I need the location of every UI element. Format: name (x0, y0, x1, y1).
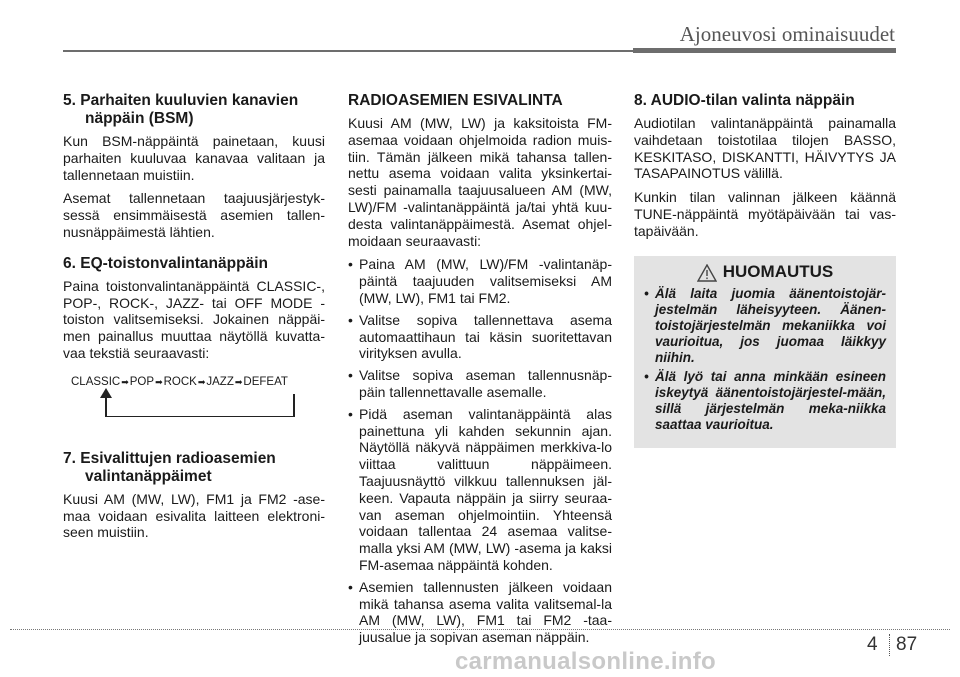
arrow-right-icon: ➡ (234, 376, 243, 387)
watermark: carmanualsonline.info (455, 648, 717, 675)
list-item: • Pidä aseman valintanäppäintä alas painettuna yli kahden sekunnin ajan. Näytöllä näkyvä näppäimen merkkiva-lo viittaa valittuun näppäimeen. Taajuusnäyttö vilkkuu tallennuksen jäl-keen. Vapauta näppäin ja siirry seuraa-van aseman ohjelmointiin. Yhteensä voidaan tallentaa 24 asemaa valitse-malla yksi AM (MW, LW) -asema ja kaksi FM-asemaa näppäintä kohden. (348, 406, 612, 574)
arrow-right-icon: ➡ (155, 376, 163, 387)
section-6-paragraph-1: Paina toistonvalintanäppäintä CLASSIC-, POP-, ROCK-, JAZZ- tai OFF MODE -toiston valitsemiseksi. Jokainen näppäi-men painallus muuttaa näytöllä kuvatta-vaa tekstiä seuraavasti: (63, 277, 325, 361)
eq-mode-pop: POP (129, 375, 155, 388)
list-item: • Paina AM (MW, LW)/FM -valintanäp-päintä taajuuden valitsemiseksi AM (MW, LW), FM1 tai FM2. (348, 256, 612, 306)
page-number: 87 (896, 634, 918, 655)
notice-header (644, 264, 886, 282)
notice-title: HUOMAUTUS (722, 262, 834, 282)
section-7-heading: 7. Esivalittujen radioasemien valintanäppäimet (63, 449, 276, 485)
preset-paragraph-1: Kuusi AM (MW, LW) ja kaksitoista FM-asemaa voidaan ohjelmoida radion muis-tiin. Tämän jälkeen mikä tahansa tallen-nettu asema voidaan valita yksinkertai-sesti painamalla taajuusalueen AM (MW, LW)/FM -valintanäppäintä ja/tai yhtä kuu-desta valintanäppäimestä. Asemat ohjel-moidaan seuraavasti: (348, 115, 612, 249)
arrow-right-icon: ➡ (197, 376, 206, 387)
section-7-paragraph-1: Kuusi AM (MW, LW), FM1 ja FM2 -ase-maa voidaan esivalita laitteen elektroni-seen muistiin. (63, 490, 325, 541)
column-middle (348, 92, 612, 651)
notice-list (644, 286, 886, 433)
footer-dotted-rule (10, 629, 950, 630)
column-right (634, 92, 896, 448)
arrow-right-icon: ➡ (121, 376, 129, 387)
section-8-paragraph-2: Kunkin tilan valinnan jälkeen käännä TUNE-näppäintä myötäpäivään tai vas-tapäivään. (634, 189, 896, 239)
list-item: • Älä laita juomia äänentoistojär-jestelmän läheisyyteen. Äänen-toistojärjestelmän mekaniikka voi vaurioitua, jos juomaa läikkyy niihin. (644, 286, 886, 366)
eq-mode-defeat: DEFEAT (243, 375, 288, 388)
list-item: • Valitse sopiva tallennettava asema automaattihaun tai käsin suoritettavan virityksen avulla. (348, 312, 612, 362)
eq-mode-rock: ROCK (163, 375, 197, 388)
eq-mode-cycle-diagram (63, 370, 325, 450)
list-item: • Asemien tallennusten jälkeen voidaan mikä tahansa asema valita valitsemal-la AM (MW, LW), FM1 tai FM2 -taa-juusalue ja sopivan aseman näppäin. (348, 579, 612, 646)
notice-box (634, 256, 896, 448)
list-item: • Valitse sopiva aseman tallennusnäp-päin tallennettavalle asemalle. (348, 367, 612, 401)
section-5-paragraph-1: Kun BSM-näppäintä painetaan, kuusi parhaiten kuuluvaa kanavaa valitaan ja tallennetaan muistiin. (63, 133, 325, 183)
preset-section-heading: RADIOASEMIEN ESIVALINTA (348, 92, 563, 109)
section-8-heading: 8. AUDIO-tilan valinta näppäin (634, 92, 855, 109)
header-rule (63, 50, 633, 52)
column-left (63, 92, 325, 548)
section-6-heading: 6. EQ-toistonvalintanäppäin (63, 254, 268, 272)
preset-steps-list (348, 256, 612, 646)
page-header-title: Ajoneuvosi ominaisuudet (679, 22, 895, 46)
warning-triangle-icon (697, 264, 717, 282)
eq-mode-jazz: JAZZ (206, 375, 234, 388)
section-8-paragraph-1: Audiotilan valintanäppäintä painamalla vaihdetaan toistotilaa tilojen BASSO, KESKITASO, DISKANTTI, HÄIVYTYS JA TASAPAINOTUS välillä. (634, 115, 896, 182)
section-5-heading: 5. Parhaiten kuuluvien kanavien näppäin (BSM) (63, 92, 299, 127)
loop-line-right (293, 394, 295, 417)
loop-line-bottom (105, 416, 293, 418)
header-rule-thick (633, 48, 896, 53)
list-item: • Älä lyö tai anna minkään esineen iskeytyä äänentoistojärjestel-mään, sillä järjestelmän meka-niikka saattaa vaurioitua. (644, 369, 886, 433)
page-number-separator (889, 634, 890, 656)
eq-mode-classic: CLASSIC (71, 375, 121, 388)
chapter-number: 4 (867, 634, 878, 655)
section-5-paragraph-2: Asemat tallennetaan taajuusjärjestyk-sessä ensimmäisestä asemien tallen-nusnäppäimestä lähtien. (63, 190, 325, 240)
loop-line-left (105, 394, 107, 416)
